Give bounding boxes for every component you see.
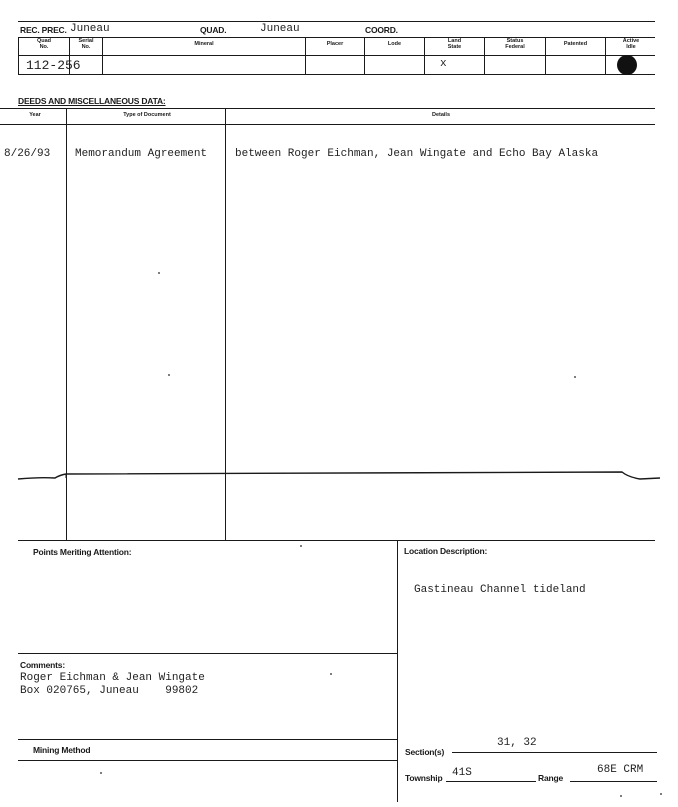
location-label: Location Description:	[404, 546, 488, 556]
active-idle-marker	[617, 55, 637, 75]
section-label: Section(s)	[405, 747, 445, 757]
deed-year: 8/26/93	[4, 148, 51, 160]
lower-center-divider	[397, 540, 398, 802]
col-serial-no: Serial No.	[78, 38, 94, 50]
top-rule	[18, 21, 655, 22]
mining-method-label: Mining Method	[33, 745, 91, 755]
deeds-header-rule	[0, 124, 655, 125]
col-status-federal: Status Federal	[505, 38, 525, 50]
column-header-rule	[18, 55, 655, 56]
deeds-section-title: DEEDS AND MISCELLANEOUS DATA:	[18, 96, 166, 106]
deeds-top-rule	[0, 108, 655, 109]
comments-line-2: Box 020765, Juneau 99802	[20, 685, 199, 697]
scan-speck	[168, 374, 170, 376]
scan-speck	[620, 795, 622, 797]
township-value: 41S	[452, 767, 472, 779]
deed-type: Memorandum Agreement	[75, 148, 208, 160]
deed-details: between Roger Eichman, Jean Wingate and Echo Bay Alaska	[235, 148, 599, 160]
quad-value: Juneau	[260, 23, 300, 35]
comments-label: Comments:	[20, 660, 65, 670]
col-mineral: Mineral	[194, 41, 214, 47]
col-active-idle: Active Idle	[622, 38, 640, 50]
col-details: Details	[431, 112, 451, 118]
col-lode: Lode	[387, 41, 402, 47]
lower-top-rule	[18, 540, 655, 541]
col-type-of-document: Type of Document	[123, 112, 171, 118]
rec-prec-value: Juneau	[70, 23, 110, 35]
range-label: Range	[538, 773, 563, 783]
col-quad-no: Quad No.	[36, 38, 52, 50]
fold-line	[0, 465, 678, 489]
mining-top-rule	[18, 739, 397, 740]
record-bottom-rule	[18, 74, 655, 75]
col-placer: Placer	[326, 41, 344, 47]
scan-speck	[300, 545, 302, 547]
scan-speck	[574, 376, 576, 378]
scan-speck	[330, 673, 332, 675]
scan-speck	[158, 272, 160, 274]
points-label: Points Meriting Attention:	[33, 547, 132, 557]
range-value: 68E CRM	[597, 764, 644, 776]
section-underline	[452, 752, 657, 753]
col-patented: Patented	[563, 41, 588, 47]
rec-prec-label: REC. PREC.	[20, 25, 67, 35]
range-underline	[570, 781, 657, 782]
coord-label: COORD.	[365, 25, 398, 35]
col-divider	[18, 37, 19, 74]
mining-bottom-rule	[18, 760, 397, 761]
section-value: 31, 32	[497, 737, 537, 749]
col-year: Year	[29, 112, 41, 118]
comments-line-1: Roger Eichman & Jean Wingate	[20, 672, 205, 684]
location-value: Gastineau Channel tideland	[414, 584, 586, 596]
quad-serial-value: 112-256	[26, 58, 81, 73]
col-divider	[102, 37, 103, 74]
land-state-mark: x	[440, 58, 447, 70]
quad-label: QUAD.	[200, 25, 227, 35]
township-label: Township	[405, 773, 443, 783]
comments-top-rule	[18, 653, 397, 654]
scan-speck	[100, 772, 102, 774]
township-underline	[446, 781, 536, 782]
scan-speck	[660, 793, 662, 795]
header-rule	[18, 37, 655, 38]
col-land-state: Land State	[447, 38, 462, 50]
